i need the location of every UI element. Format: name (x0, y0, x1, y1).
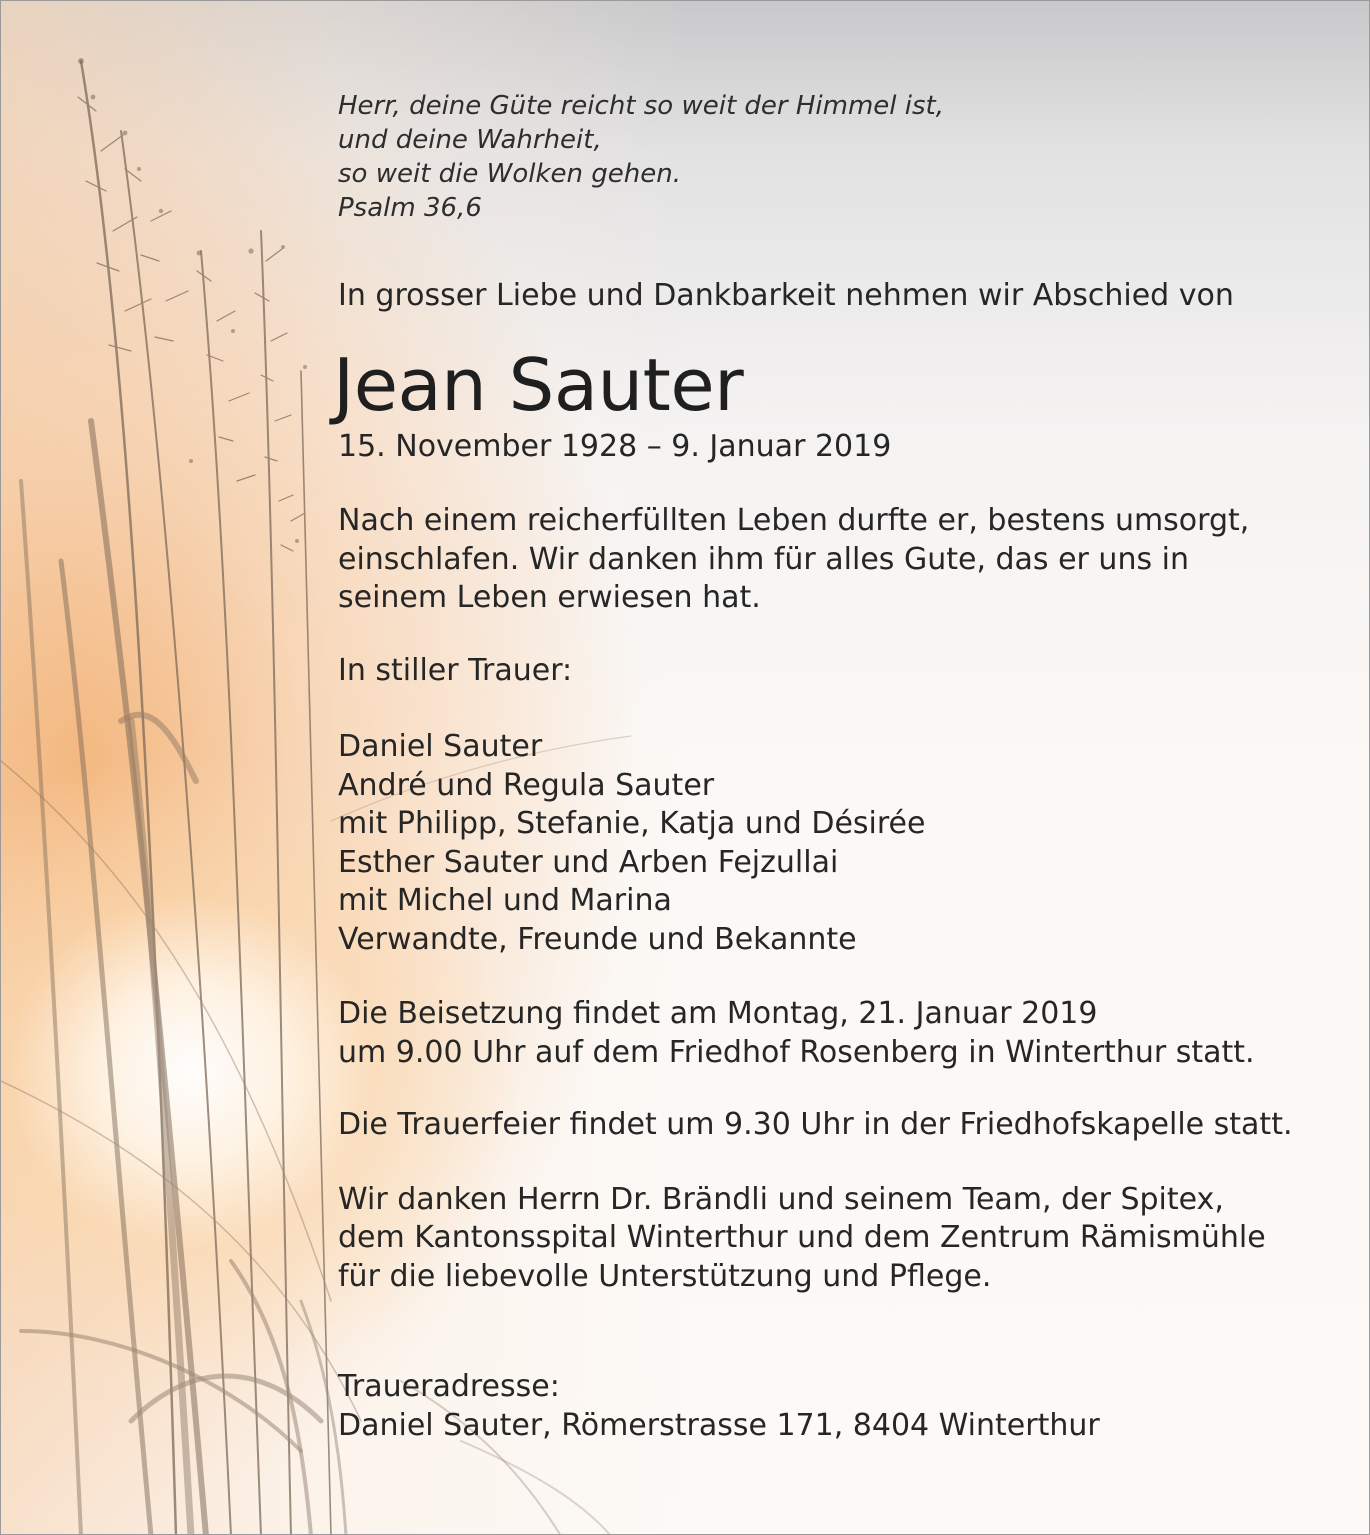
life-paragraph (338, 502, 1348, 618)
address-value: Daniel Sauter, Römerstrasse 171, 8404 Winterthur (338, 1407, 1100, 1443)
psalm-quote (338, 89, 1348, 225)
intro-line: In grosser Liebe und Dankbarkeit nehmen wir Abschied von (338, 278, 1234, 313)
ceremony-line: Die Trauerfeier findet um 9.30 Uhr in der Friedhofskapelle statt. (338, 1107, 1293, 1142)
deceased-name: Jean Sauter (333, 342, 744, 427)
funeral-line: um 9.00 Uhr auf dem Friedhof Rosenberg in Winterthur statt. (338, 1034, 1255, 1070)
paragraph-line: seinem Leben erwiesen hat. (338, 580, 761, 615)
funeral-info (338, 995, 1348, 1072)
funeral-line: Die Beisetzung findet am Montag, 21. Januar 2019 (338, 996, 1098, 1031)
ceremony-info (338, 1106, 1348, 1145)
family-list (338, 728, 1348, 959)
paragraph-line: Nach einem reicherfüllten Leben durfte er, bestens umsorgt, (338, 503, 1250, 538)
family-member: mit Philipp, Stefanie, Katja und Désirée (338, 806, 926, 841)
family-member: Verwandte, Freunde und Bekannte (338, 921, 857, 957)
family-member: mit Michel und Marina (338, 883, 672, 918)
paragraph-line: einschlafen. Wir danken ihm für alles Gute, das er uns in (338, 541, 1189, 577)
mourning-heading: In stiller Trauer: (338, 652, 573, 688)
psalm-reference: Psalm 36,6 (338, 193, 482, 223)
psalm-line: und deine Wahrheit, (338, 125, 602, 155)
thanks-paragraph (338, 1181, 1348, 1297)
thanks-line: für die liebevolle Unterstützung und Pflege. (338, 1258, 992, 1294)
family-member: Daniel Sauter (338, 729, 543, 764)
obituary-text (333, 89, 1348, 1445)
mourning-address (338, 1368, 1348, 1445)
thanks-line: dem Kantonsspital Winterthur und dem Zentrum Rämismühle (338, 1220, 1266, 1255)
psalm-line: so weit die Wolken gehen. (338, 159, 682, 189)
thanks-line: Wir danken Herrn Dr. Brändli und seinem Team, der Spitex, (338, 1181, 1224, 1217)
family-member: Esther Sauter und Arben Fejzullai (338, 844, 839, 880)
life-dates: 15. November 1928 – 9. Januar 2019 (338, 428, 892, 464)
family-member: André und Regula Sauter (338, 767, 715, 803)
address-label: Traueradresse: (338, 1369, 560, 1404)
psalm-line: Herr, deine Güte reicht so weit der Himmel ist, (338, 91, 945, 121)
